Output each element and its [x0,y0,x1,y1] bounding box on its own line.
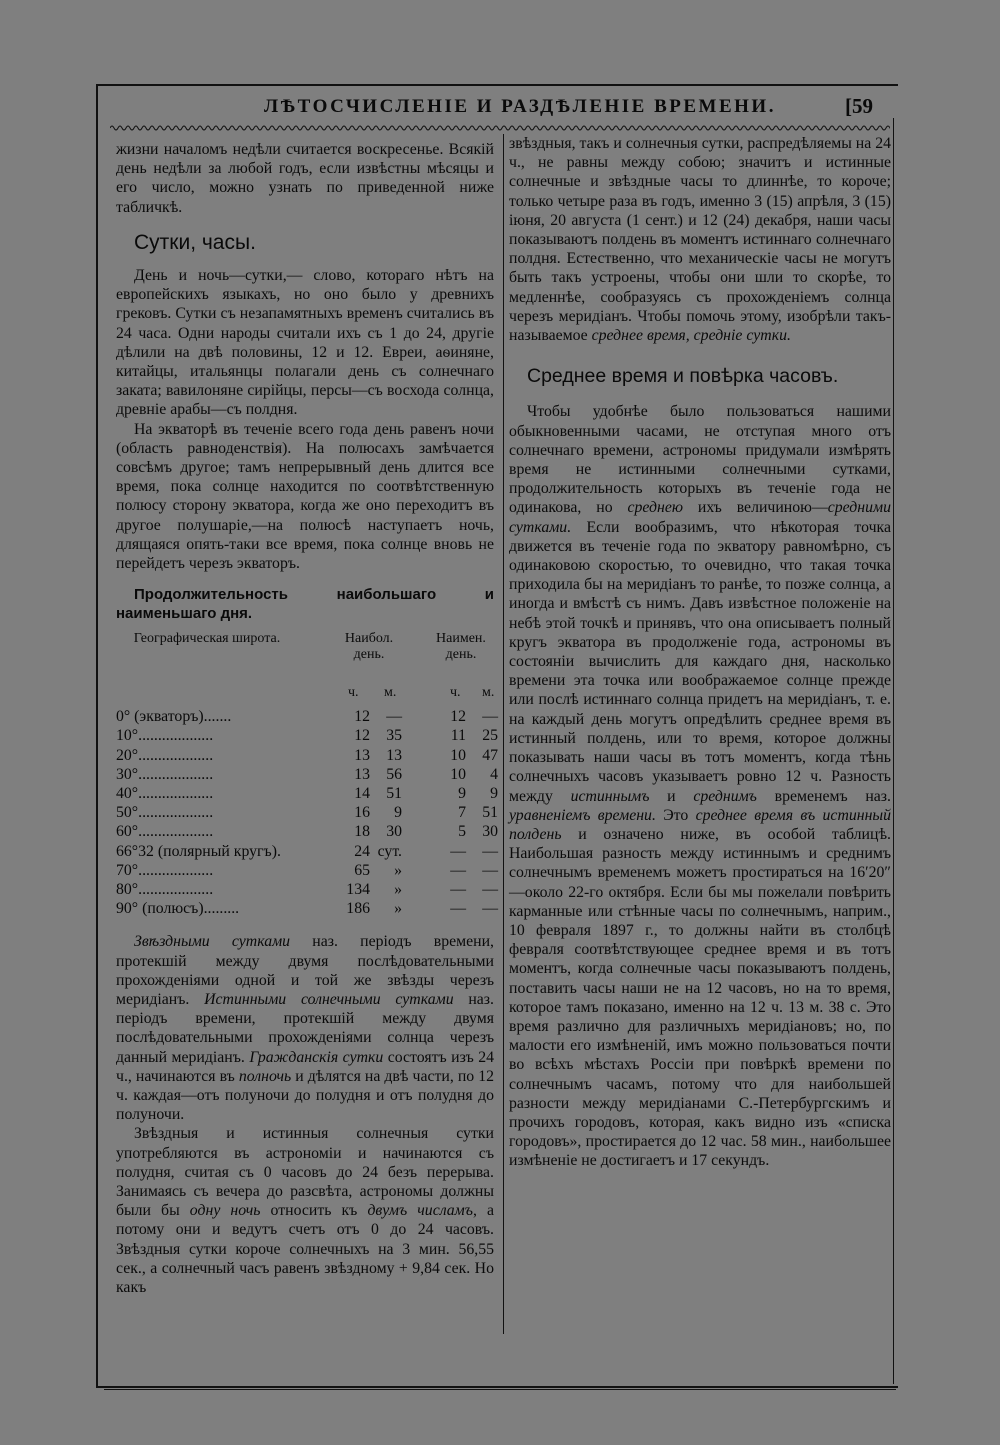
longest-hours-cell: 134 [346,880,370,898]
shortest-minutes-cell: — [482,708,498,726]
text: Это [655,806,696,824]
text: состоятъ изъ 24 ч., начинаются въ [116,1048,494,1085]
shortest-hours-cell: — [450,880,466,898]
unit-hours: ч. [450,685,461,701]
text: , а потому они и ведутъ счетъ отъ 0 до 24 часовъ. Звѣздныя сутки короче солнечныхъ на 3 мин. 56,55 сек., а солнечный часъ равенъ звѣздному + 9,84 сек. Но какъ [116,1202,495,1296]
latitude-cell: 0° (экваторъ)....... [116,708,232,726]
latitude-cell: 60°................... [116,823,214,841]
table-row [116,803,498,822]
shortest-minutes-cell: 30 [482,823,498,841]
shortest-minutes-cell: 47 [482,746,498,764]
table-row [116,746,498,765]
longest-minutes-cell: — [386,708,402,726]
column-divider [503,134,504,1334]
unit-minutes: м. [482,685,495,701]
paragraph [509,134,891,345]
term: Гражданскія сутки [249,1048,384,1066]
table-row [116,784,498,803]
shortest-minutes-cell: 51 [482,804,498,822]
shortest-hours-cell: 11 [450,727,466,745]
table-row [116,842,498,861]
term: одну ночь [189,1202,261,1220]
longest-minutes-cell: » [394,880,402,898]
shortest-minutes-cell: 9 [490,785,498,803]
shortest-hours-cell: 12 [450,708,466,726]
longest-hours-cell: 13 [354,765,370,783]
running-title: ЛѢТОСЧИСЛЕНІЕ И РАЗДѢЛЕНІЕ ВРЕМЕНИ. [264,96,776,117]
table-heading: Продолжительность наибольшаго и наименьшаго дня. [116,586,494,623]
table-row [116,880,498,899]
text: Звѣздныя и истинныя солнечныя сутки употребляются въ астрономіи и начинаются съ полудня, считая съ 0 часовъ до 24 безъ перерыва. Занимаясь съ вечера до разсвѣта, астрономы должны были бы [116,1125,494,1220]
term: среднимъ [693,787,757,805]
latitude-cell: 80°................... [116,880,214,898]
longest-hours-cell: 24 [354,842,370,860]
shortest-minutes-cell: — [482,861,498,879]
shortest-hours-cell: — [450,900,466,918]
paragraph [116,932,494,1124]
shortest-hours-cell: 5 [458,823,466,841]
shortest-hours-cell: — [450,861,466,879]
term: среднее время въ истинный полдень [509,806,892,843]
latitude-cell: 50°................... [116,804,214,822]
shortest-hours-cell: 10 [450,746,466,764]
page-number: [59 [845,94,873,118]
wavy-rule [110,124,890,132]
shortest-hours-cell: 10 [450,765,466,783]
text: и означено ниже, въ особой таблицѣ. Наибольшая разность между истиннымъ и среднимъ солнечнымъ временемъ можетъ простираться на 16′20″—около 22-го октября. Если бы мы пожелали повѣрить карманные или стѣнные часы по солнечнымъ, наприм., 10 февраля 1897 г., то должны найти въ столбцѣ февраля соотвѣтствующее среднее время и въ тотъ моментъ, когда солнечные часы показываютъ полдень, поставить часы наши не на 12 часовъ, но на то время, которое тамъ показано, именно на 12 ч. 13 м. 38 с. Это время различно для различныхъ меридіановъ; но, по малости его измѣненій, имъ можно пользоваться почти во всѣхъ мѣстахъ Россіи при повѣркѣ времени по солнечнымъ часамъ, потому что для наибольшей разности между меридіанами С.-Петербургскимъ и прочихъ городовъ, которая, какъ видно изъ «списка городовъ», простирается до 12 час. 58 мин., наибольшее измѣненіе не достигаетъ и 17 секундъ. [509,825,891,1170]
section-heading: Сутки, часы. [134,230,256,254]
section-heading: Среднее время и повѣрка часовъ. [527,365,839,388]
term: двумъ числамъ [367,1202,473,1220]
text: наз. періодъ времени, протекшій между двумя послѣдовательными прохожденіями одной и той же звѣзды черезъ меридіанъ. [116,933,495,1008]
table-row [116,861,498,880]
shortest-minutes-cell: — [482,900,498,918]
text: ихъ величиною— [683,499,828,517]
latitude-cell: 40°................... [116,785,214,803]
term: среднею [627,499,684,517]
text: и дѣлятся на двѣ части, по 12 ч. каждая—отъ полуночи до полудня и отъ полудня до полуночи. [116,1067,495,1124]
table-body [116,707,498,918]
unit-minutes: м. [384,685,397,701]
longest-hours-cell: 16 [354,804,370,822]
table-row [116,707,498,726]
longest-minutes-cell: 51 [386,785,402,803]
right-column [509,134,891,1171]
paragraph [116,1124,494,1297]
longest-hours-cell: 186 [346,900,370,918]
longest-hours-cell: 13 [354,746,370,764]
paragraph: На экваторѣ въ теченіе всего года день равенъ ночи (область равноденствія). На полюсахъ замѣчается совсѣмъ другое; тамъ непрерывный день длится все время, пока солнце находится по соотвѣтственную полюсу сторону экватора, когда же оно переходитъ въ другое полушаріе,—на полюсѣ наступаетъ ночь, длящаяся опять-таки все время, пока солнце вновь не перейдетъ черезъ экваторъ. [116,420,494,573]
longest-hours-cell: 12 [354,727,370,745]
paragraph [509,402,891,1170]
text: относить къ [260,1202,368,1220]
longest-minutes-cell: » [394,861,402,879]
shortest-minutes-cell: — [482,880,498,898]
longest-minutes-cell: 56 [386,765,402,783]
shortest-minutes-cell: 25 [482,727,498,745]
shortest-hours-cell: 7 [458,804,466,822]
longest-hours-cell: 65 [354,861,370,879]
col-header-latitude: Географическая широта. [133,631,281,647]
table-header [116,631,494,707]
table-row [116,822,498,841]
day-length-table [116,631,498,918]
longest-minutes-cell: 13 [386,746,402,764]
term: уравненіемъ времени. [509,806,656,824]
shortest-minutes-cell: — [482,842,498,860]
paragraph: День и ночь—сутки,— слово, котораго нѣтъ на европейскихъ языкахъ, но оно было у древнихъ грековъ. Сутки съ незапамятныхъ временъ считались въ 24 часа. Одни народы считали ихъ съ 1 до 24, другіе дѣлили на двѣ половины, 12 и 12. Евреи, аѳиняне, китайцы, итальянцы полагали день съ солнечнаго заката; вавилоняне сирійцы, персы—съ восхода солнца, древніе арабы—съ полдня. [116,267,494,419]
shortest-hours-cell: 9 [458,785,466,803]
bottom-rule [104,1389,896,1390]
latitude-cell: 10°................... [116,727,214,745]
table-row [116,765,498,784]
running-header [110,96,890,122]
paragraph: жизни началомъ недѣли считается воскресенье. Всякій день недѣли за любой годъ, если извѣстны мѣсяцы и его число, можно узнать по приведенной ниже табличкѣ. [116,141,494,216]
text: звѣздныя, такъ и солнечныя сутки, распредѣляемы на 24 ч., не равны между собою; значитъ и истинные солнечные и звѣздные часы то длиннѣе, то короче; только четыре раза въ годъ, именно 3 (15) апрѣля, 3 (15) іюня, 20 августа (1 сент.) и 12 (24) декабря, наши часы показываютъ полдень въ моментъ истиннаго солнечнаго полдня. Естественно, что механическіе часы не могутъ быть такъ устроены, чтобы они шли то скорѣе, то медленнѣе, сообразуясь съ прохожденіемъ солнца черезъ меридіанъ. Чтобы помочь этому, изобрѣли такъ-называемое [509,135,891,345]
longest-hours-cell: 14 [354,785,370,803]
longest-minutes-cell: » [394,900,402,918]
text: и [649,787,694,805]
latitude-cell: 20°................... [116,746,214,764]
text: наз. періодъ времени, протекшій между двумя послѣдовательными прохожденіями солнца черезъ данный меридіанъ. [116,990,494,1066]
left-column [116,140,498,1297]
col-header-shortest-day: Наимен. день. [436,631,486,663]
longest-hours-cell: 18 [354,823,370,841]
longest-minutes-cell: 35 [386,727,402,745]
latitude-cell: 30°................... [116,765,214,783]
term: Звѣздными сутками [134,933,291,951]
longest-minutes-cell: сут. [377,842,402,860]
shortest-minutes-cell: 4 [490,765,498,783]
text: Если вообразимъ, что нѣкоторая точка движется въ теченіе года по экватору равномѣрно, съ одинаковою скоростью, то очевидно, что такая точка приходила бы на меридіанъ то ранѣе, то позже солнца, а иногда и вмѣстѣ съ нимъ. Давъ извѣстное положеніе на небѣ этой точкѣ и принявъ, что она описываетъ полный кругъ экватора въ продолженіе года, астрономы въ состояніи вычислить для каждаго дня, насколько времени эта точка или воображаемое солнце прежде или послѣ истиннаго солнца придетъ на меридіанъ, т. е. на каждый день могутъ опредѣлить среднее время въ истинный полдень, или то время, которое должны показывать наши часы въ тотъ моментъ, когда тѣнь солнечныхъ часовъ указываетъ ровно 12 ч. Разность между [509,518,891,805]
shortest-hours-cell: — [450,842,466,860]
text: временемъ наз. [756,787,891,805]
term: истиннымъ [570,787,650,805]
table-row [116,899,498,918]
longest-minutes-cell: 30 [386,823,402,841]
longest-minutes-cell: 9 [394,804,402,822]
latitude-cell: 66°32 (полярный кругъ). [116,842,281,860]
right-rule [893,118,894,1384]
table-row [116,726,498,745]
col-header-longest-day: Наибол. день. [344,631,394,663]
longest-hours-cell: 12 [354,708,370,726]
text: Чтобы удобнѣе было пользоваться нашими обыкновенными часами, не отступая много отъ солнечнаго времени, астрономы придумали измѣрять время не истинными солнечными сутками, продолжительность которыхъ въ теченіе года не одинакова, но [509,403,891,517]
term: среднее время, средніе сутки. [591,327,791,345]
term: Истинными солнечными сутками [204,990,454,1008]
latitude-cell: 70°................... [116,861,214,879]
latitude-cell: 90° (полюсъ)......... [116,900,240,918]
term: средними сутками. [509,499,891,536]
unit-hours: ч. [348,685,359,701]
term: полночь [238,1067,292,1085]
